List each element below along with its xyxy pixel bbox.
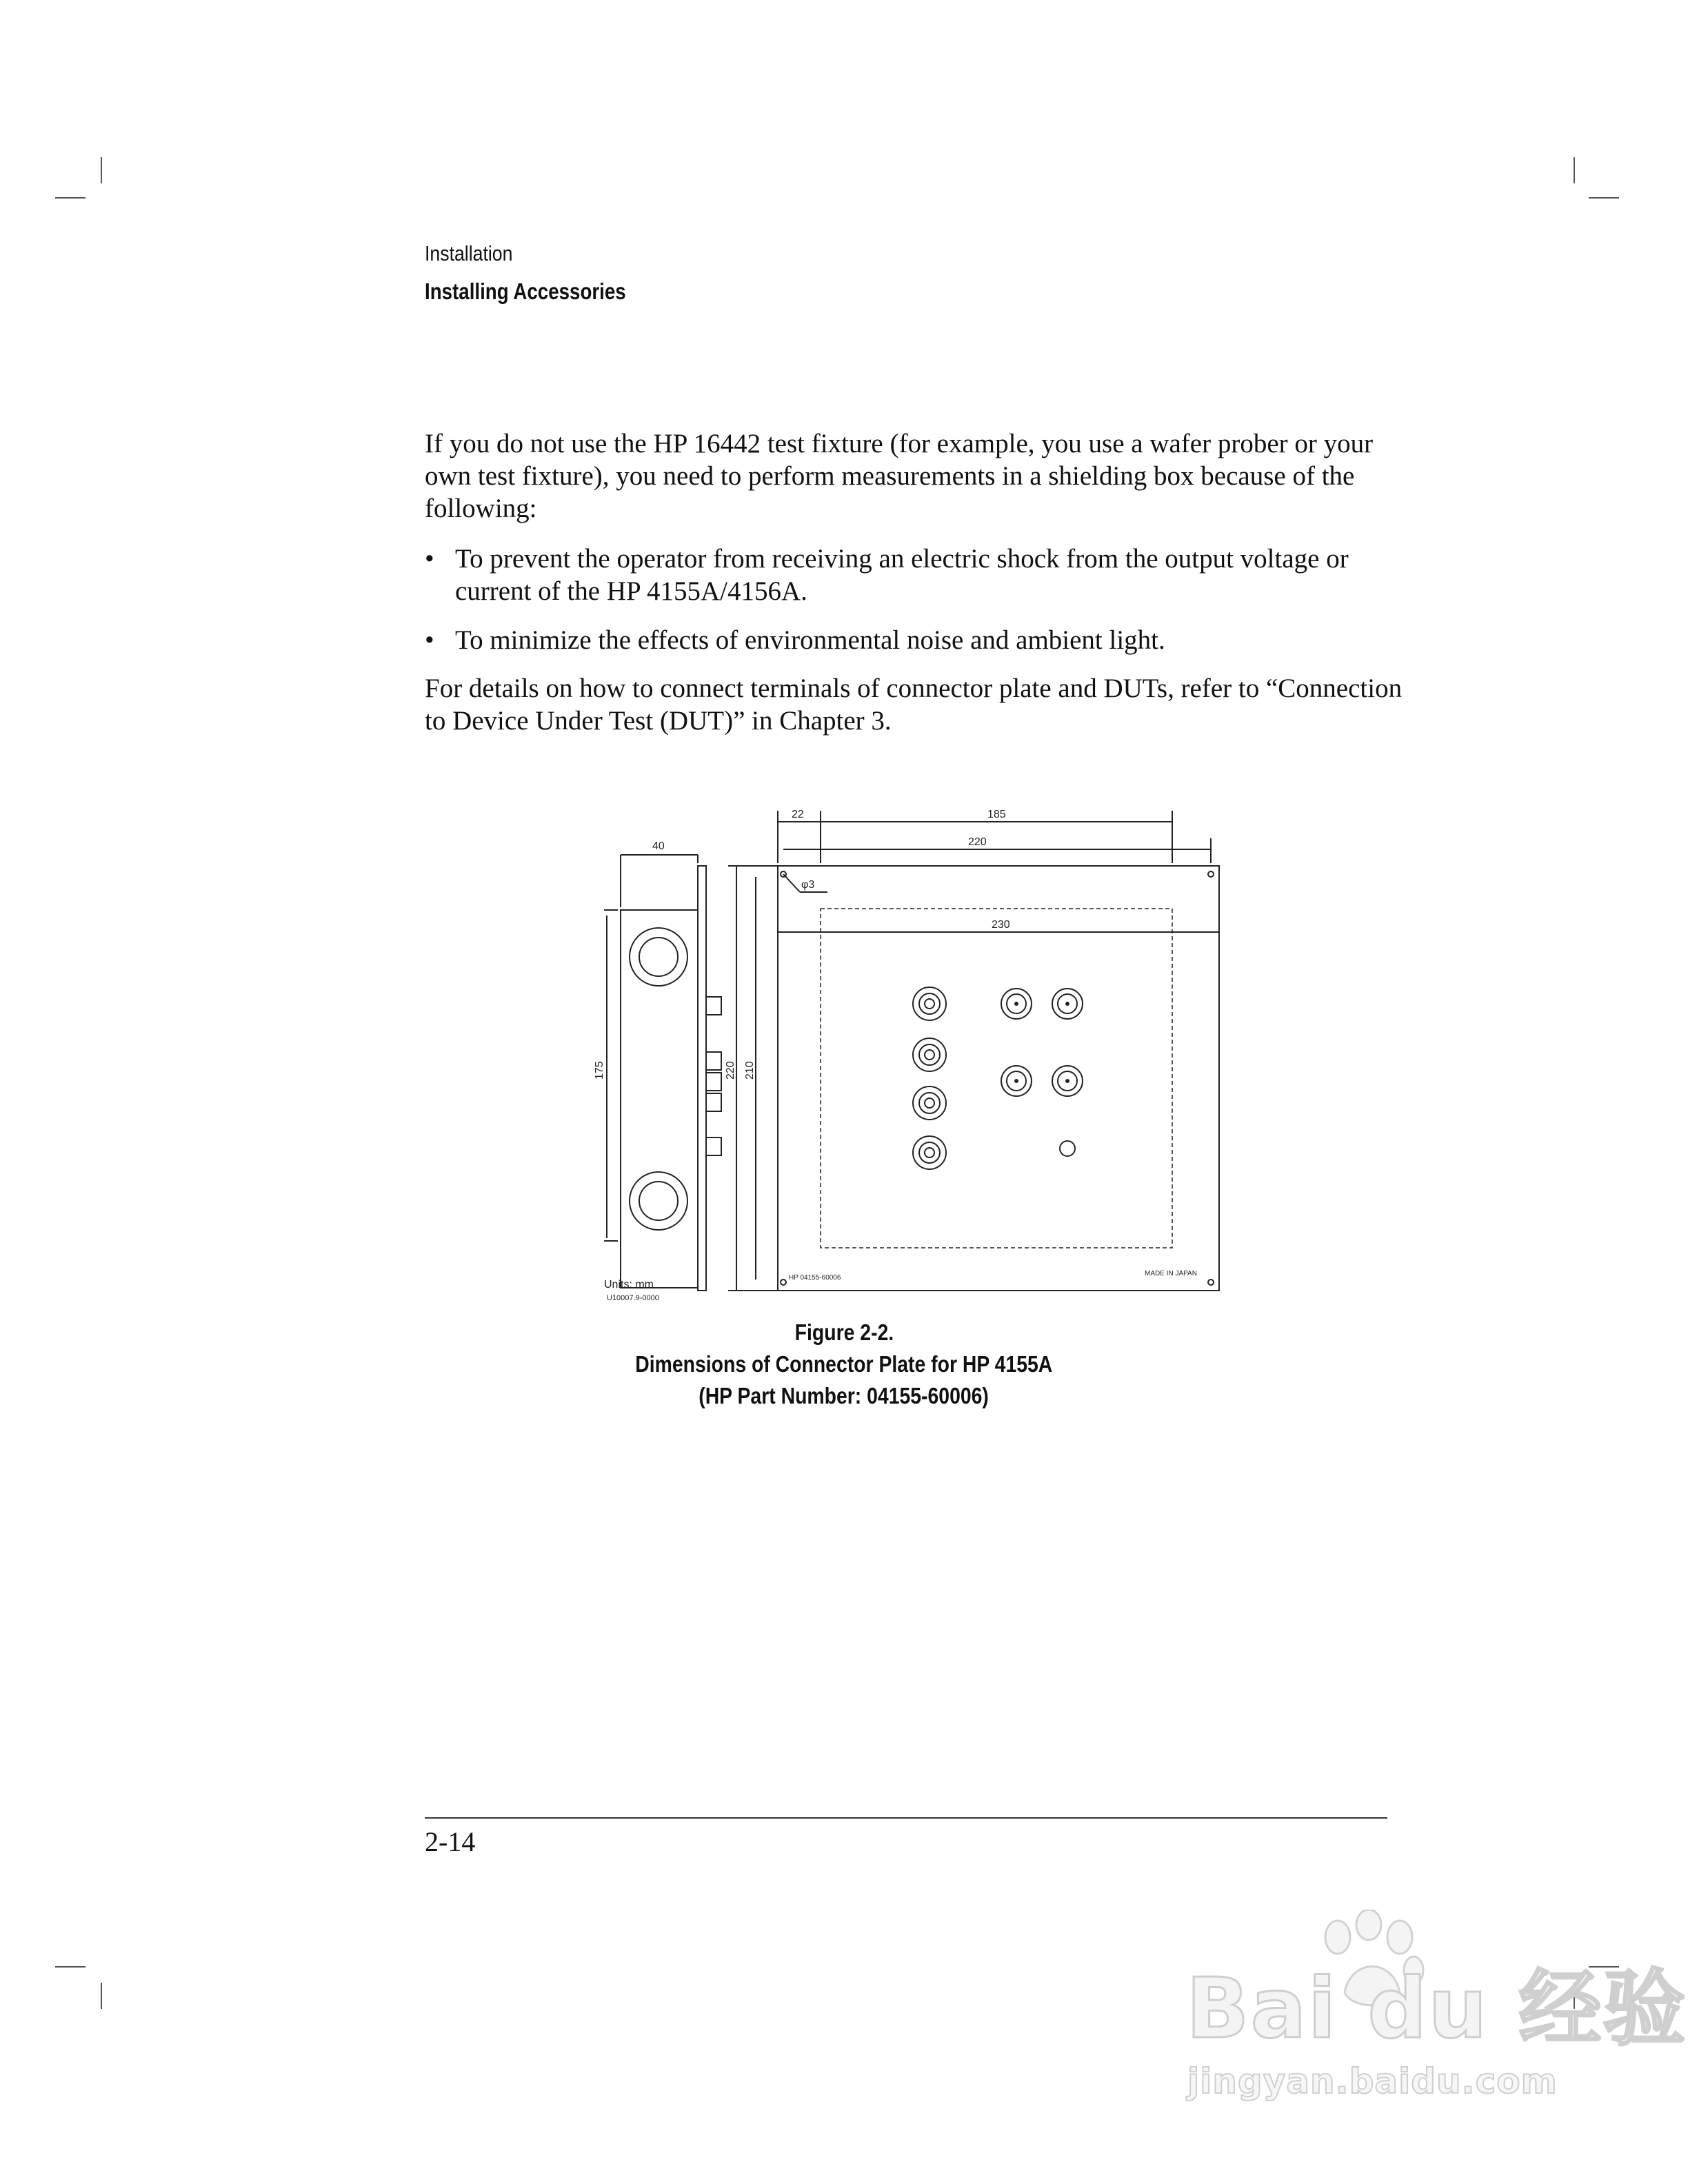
side-knob-bottom [630, 1172, 687, 1230]
details-paragraph: For details on how to connect terminals of connector plate and DUTs, refer to “Connection to Device Under Test (DUT)” in Chapter 3. [425, 674, 1403, 736]
bullet-dot-icon: • [425, 625, 434, 655]
side-view-flange [698, 866, 706, 1291]
triax-connector-column [913, 987, 946, 1169]
running-header-section: Installation [425, 241, 513, 265]
side-knob-top [630, 928, 687, 986]
crop-mark-top-left-h [55, 197, 86, 199]
dim-plate-width: 220 [968, 836, 987, 848]
crop-mark-top-right-v [1574, 157, 1575, 183]
figure-caption-title: Dimensions of Connector Plate for HP 4155A [635, 1351, 1053, 1377]
crop-mark-bottom-left-h [55, 1966, 86, 1968]
bnc-connector-group [1001, 989, 1083, 1096]
footer-rule [425, 1817, 1387, 1819]
crop-mark-top-left-v [101, 157, 102, 183]
origin-label: MADE IN JAPAN [1145, 1270, 1197, 1277]
drawing-number: U10007.9-0000 [607, 1294, 659, 1302]
figure-caption-number: Figure 2-2. [794, 1320, 894, 1345]
intro-paragraph: If you do not use the HP 16442 test fixture (for example, you use a wafer prober or your own test fixture), you need to perform measurements in a shielding box because of the following: [425, 429, 1374, 523]
bullet-text: To minimize the effects of environmental noise and ambient light. [455, 625, 1165, 655]
page-number: 2-14 [425, 1826, 476, 1857]
units-label: Units: mm [604, 1279, 654, 1291]
dim-plate-overall: 230 [992, 919, 1010, 931]
watermark-brand: Bai du 经验 [1186, 1961, 1687, 2057]
ground-terminal [1060, 1141, 1075, 1156]
dim-side-width: 40 [652, 840, 665, 852]
dim-plate-height-inner: 210 [744, 1061, 756, 1080]
connector-plate-drawing [593, 800, 1241, 1310]
running-header-subsection: Installing Accessories [425, 279, 626, 304]
dim-side-height: 175 [594, 1061, 605, 1080]
bullet-text: To prevent the operator from receiving an electric shock from the output voltage or current of the HP 4155A/4156A. [455, 544, 1349, 606]
part-label: HP 04155-60006 [789, 1274, 841, 1282]
inner-area-dashed [821, 909, 1172, 1248]
watermark-url: jingyan.baidu.com [1187, 2061, 1558, 2101]
crop-mark-top-right-h [1589, 197, 1619, 199]
crop-mark-bottom-left-v [101, 1983, 102, 2009]
dim-hole-diameter: φ3 [801, 879, 815, 891]
bullet-item [425, 624, 1404, 656]
dim-offset: 22 [792, 809, 804, 820]
dim-hole-span: 185 [987, 809, 1006, 820]
bullet-item [425, 543, 1404, 607]
figure-caption-part-number: (HP Part Number: 04155-60006) [699, 1383, 989, 1408]
dim-plate-height-outer: 220 [725, 1061, 736, 1080]
bullet-dot-icon: • [425, 544, 434, 574]
